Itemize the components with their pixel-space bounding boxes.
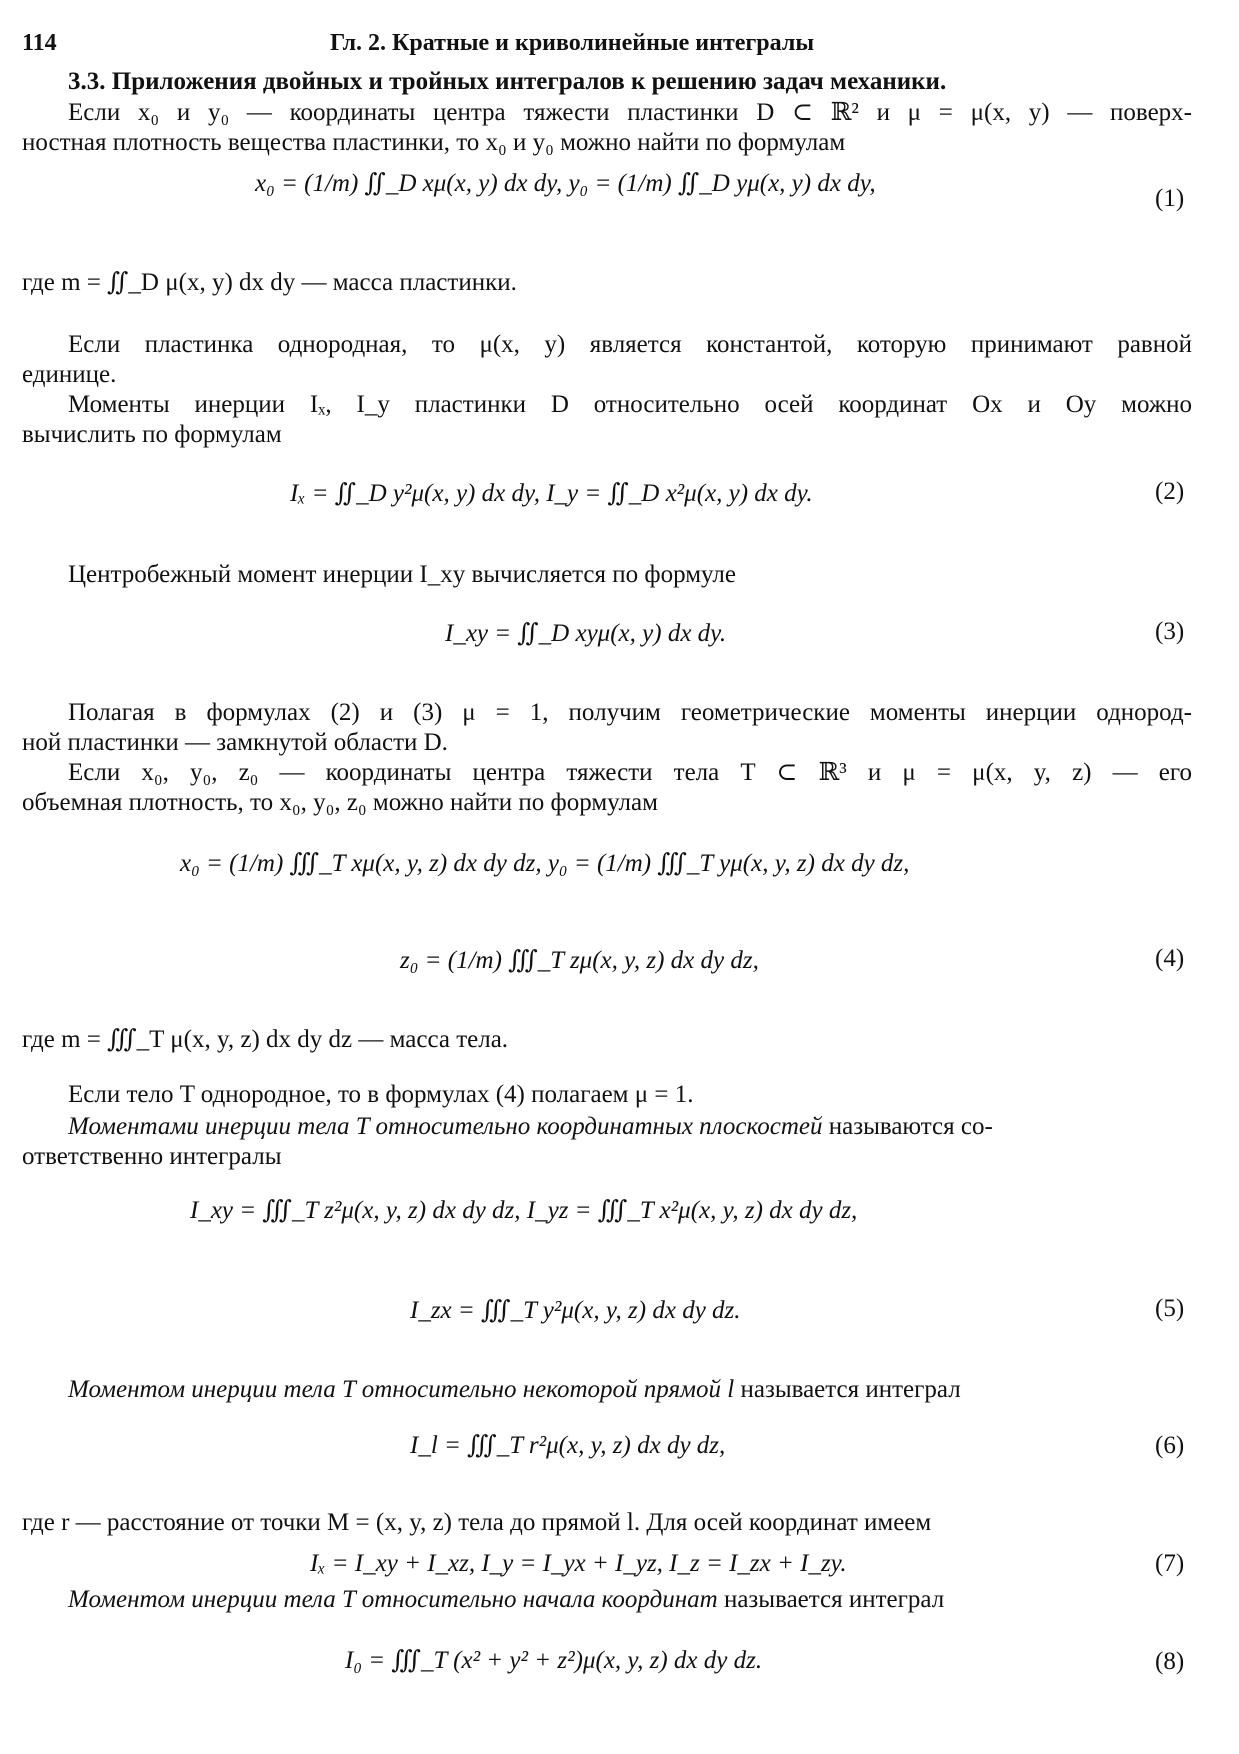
paragraph-line: объемная плотность, то x₀, y₀, z₀ можно найти по формулам [22,789,658,816]
page-number: 114 [22,30,57,56]
paragraph-line: Если пластинка однородная, то μ(x, y) является константой, которую принимают равной [68,331,1192,358]
paragraph-line: Моменты инерции Iₓ, I_y пластинки D относительно осей координат Ox и Oy можно [68,391,1192,418]
term-definition: Моментами инерции тела T относительно координатных плоскостей [68,1113,823,1140]
formula-2: Iₓ = ∬_D y²μ(x, y) dx dy, I_y = ∬_D x²μ(x, y) dx dy. [290,480,813,507]
formula-4a: x₀ = (1/m) ∭_T xμ(x, y, z) dx dy dz, y₀ = (1/m) ∭_T yμ(x, y, z) dx dy dz, [180,850,910,877]
paragraph-line: Если тело T однородное, то в формулах (4) полагаем μ = 1. [68,1081,694,1108]
equation-number: (6) [1155,1432,1185,1459]
paragraph-line [68,1585,1192,1615]
paragraph-line: вычислить по формулам [22,421,282,448]
equation-number: (8) [1155,1648,1185,1675]
paragraph-line: Полагая в формулах (2) и (3) μ = 1, получим геометрические моменты инерции однород- [68,699,1192,726]
equation-number: (1) [1155,185,1185,212]
term-definition: Моментом инерции тела T относительно некоторой прямой l [68,1376,735,1403]
term-definition: Моментом инерции тела T относительно начала координат [68,1586,718,1613]
paragraph-line: ответственно интегралы [22,1143,282,1170]
formula-6: I_l = ∭_T r²μ(x, y, z) dx dy dz, [410,1432,726,1459]
formula-3: I_xy = ∬_D xyμ(x, y) dx dy. [445,620,727,647]
paragraph-line [68,1112,1192,1142]
formula-7: Iₓ = I_xy + I_xz, I_y = I_yx + I_yz, I_z = I_zx + I_zy. [310,1550,847,1577]
section-title: 3.3. Приложения двойных и тройных интегралов к решению задач механики. [68,68,947,95]
text-run: называются со- [828,1113,993,1140]
formula-4b: z₀ = (1/m) ∭_T zμ(x, y, z) dx dy dz, [400,947,759,974]
formula-5b: I_zx = ∭_T y²μ(x, y, z) dx dy dz. [410,1297,741,1324]
paragraph-line: единице. [22,361,117,388]
formula-8: I₀ = ∭_T (x² + y² + z²)μ(x, y, z) dx dy dz. [345,1647,763,1674]
paragraph-line: ной пластинки — замкнутой области D. [22,729,448,756]
formula-5a: I_xy = ∭_T z²μ(x, y, z) dx dy dz, I_yz = ∭_T x²μ(x, y, z) dx dy dz, [190,1197,858,1224]
chapter-title: Гл. 2. Кратные и криволинейные интегралы [330,30,815,56]
mass-plate-line: где m = ∬_D μ(x, y) dx dy — масса пластинки. [22,269,517,296]
equation-number: (4) [1155,945,1185,972]
paragraph-line [68,1375,1192,1405]
equation-number: (3) [1155,618,1185,645]
paragraph-line: ностная плотность вещества пластинки, то x₀ и y₀ можно найти по формулам [22,129,846,156]
paragraph-line: Если x₀, y₀, z₀ — координаты центра тяжести тела T ⊂ ℝ³ и μ = μ(x, y, z) — его [68,759,1193,786]
formula-1: x₀ = (1/m) ∬_D xμ(x, y) dx dy, y₀ = (1/m) ∬_D yμ(x, y) dx dy, [255,170,876,197]
text-run: называется интеграл [723,1586,945,1613]
text-run: называется интеграл [740,1376,961,1403]
paragraph-line: где r — расстояние от точки M = (x, y, z) тела до прямой l. Для осей координат имеем [22,1509,932,1536]
mass-body-line: где m = ∭_T μ(x, y, z) dx dy dz — масса тела. [22,1026,509,1053]
equation-number: (7) [1155,1550,1185,1577]
paragraph-line: Центробежный момент инерции I_xy вычисляется по формуле [68,561,736,588]
equation-number: (2) [1155,478,1185,505]
paragraph-line: Если x₀ и y₀ — координаты центра тяжести пластинки D ⊂ ℝ² и μ = μ(x, y) — поверх- [68,99,1192,126]
equation-number: (5) [1155,1295,1185,1322]
